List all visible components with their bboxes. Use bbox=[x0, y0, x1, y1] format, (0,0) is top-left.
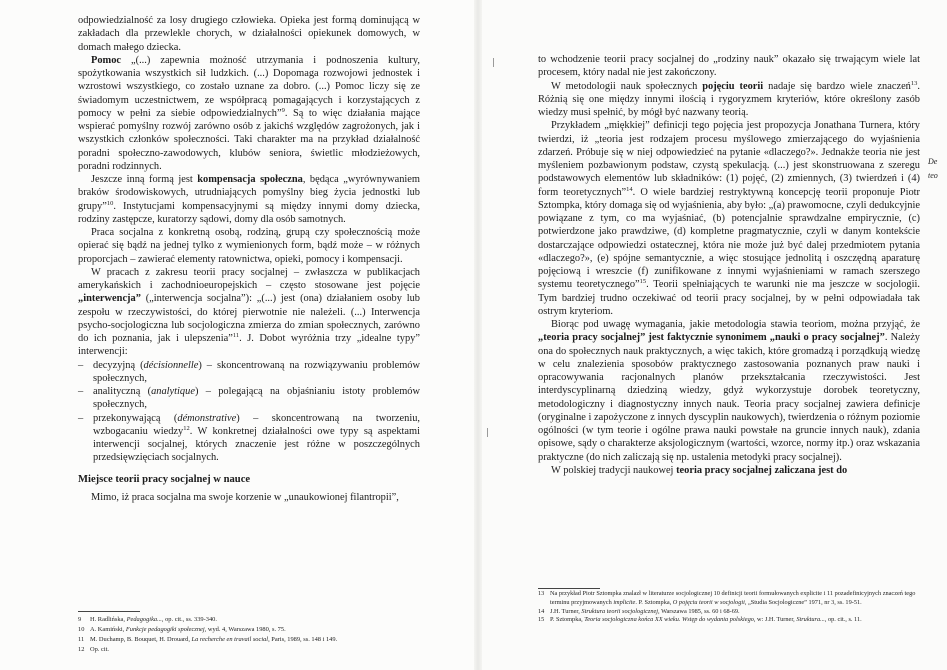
scan-mark bbox=[487, 428, 488, 437]
footnote-rule bbox=[538, 588, 600, 589]
footnote-rule bbox=[78, 611, 140, 612]
list-item: – przekonywającą (démonstrative) – skoncentrowaną na tworzeniu, wzbogacaniu wiedzy$^{12}$. W konkretnej działalności owe typy są aspektami interwencji socjalnej, których znaczenie jest różne w poszczególnych przedsięwzięciach socjalnych. bbox=[78, 412, 420, 465]
paragraph: Mimo, iż praca socjalna ma swoje korzenie w „unaukowionej filantropii”, bbox=[91, 491, 399, 503]
intervention-types-list bbox=[78, 359, 420, 465]
left-footnotes bbox=[78, 615, 420, 655]
right-page-body bbox=[538, 53, 920, 477]
paragraph: W polskiej tradycji naukowej teoria pracy socjalnej zaliczana jest do bbox=[551, 464, 848, 476]
footnote: 9 H. Radlińska, Pedagogika..., op. cit., ss. 339-340. bbox=[78, 616, 217, 623]
paragraph: Praca socjalna z konkretną osobą, rodziną, grupą czy społecznością może opierać się bądź na jednej tylko z wymienionych form, bądź może – w różnych proporcjach – zawierać elementy ratownictwa, opieki, pomocy i kompensacji. bbox=[78, 227, 420, 265]
footnote: 15 P. Sztompka, Teoria socjologiczna końca XX wieku. Wstęp do wydania polskiego, w: J.H. Turner, Struktura..., op. cit., s. 11. bbox=[538, 616, 862, 624]
paragraph: odpowiedzialność za losy drugiego człowieka. Opieka jest formą dominującą w zakładach dla przewlekle chorych, w działalności opiekunek domowych, w domach małego dziecka. bbox=[78, 15, 420, 53]
right-footnotes bbox=[538, 590, 920, 625]
scan-mark bbox=[493, 58, 494, 67]
section-heading: Miejsce teorii pracy socjalnej w nauce bbox=[78, 473, 251, 485]
list-item: – analityczną (analytique) – polegającą na objaśnianiu istoty problemów społecznych, bbox=[78, 385, 420, 412]
footnote: 12 Op. cit. bbox=[78, 646, 109, 653]
footnote: 14 J.H. Turner, Struktura teorii socjologicznej, Warszawa 1985, ss. 60 i 68-69. bbox=[538, 607, 740, 615]
paragraph: Biorąc pod uwagę wymagania, jakie metodologia stawia teoriom, można przyjąć, że „teoria pracy socjalnej” jest faktycznie synonimem „nauki o pracy socjalnej”. Należy ona do społecznych nauk praktycznych, a więc takich, które gromadzą i porządkują wiedzę w celu znalezienia sposobów praktycznego zastosowania poznanych praw nauki i opracowywania racjonalnych planów przekształcania rzeczywistości. Jest interdyscyplinarną dziedziną wiedzy, gdyż wykorzystuje dorobek teoretyczny, metodologiczny i diagnostyczny innych nauk. Teoria pracy socjalnej zawiera definicje (oryginalne i zapożyczone z innych dyscyplin naukowych), twierdzenia o różnym poziomie ogólności (w tym teorie i ogólne prawa nauki powstałe na gruncie innych nauk), zdania opisowe, sądy o charakterze aksjologicznym (wartości, wzorce, normy itp.) oraz wskazania praktyczne (do nich zaliczają się np. ustalenia metodyki pracy socjalnej). bbox=[538, 319, 920, 463]
list-item: – decyzyjną (décisionnelle) – skoncentrowaną na rozwiązywaniu problemów społecznych, bbox=[78, 359, 420, 386]
footnote: 13 Na przykład Piotr Sztompka znalazł w literaturze socjologicznej 10 definicji teorii formułowanych explicite i 11 pozadefinicyjnych znaczeń tego terminu przyjmowanych implicite. P. Sztompka, O pojęciu teorii w socjologii, „Studia Socjologiczne” 1971, nr 3, ss. 19-51. bbox=[538, 590, 916, 606]
paragraph: W metodologii nauk społecznych pojęciu teorii nadaje się bardzo wiele znaczeń$^{13}$. Różnią się one między innymi ilością i rygoryzmem kryteriów, które określony zasób wiedzy musi spełnić, by mógł być nazwany teorią. bbox=[538, 79, 920, 118]
margin-note: De teo bbox=[928, 157, 938, 180]
book-gutter bbox=[474, 0, 482, 670]
paragraph: Jeszcze inną formą jest kompensacja społeczna, będąca „wyrównywaniem braków środowiskowych, utrudniających pomyślny bieg życia jednostki lub grupy”$^{10}$. Instytucjami kompensacyjnymi są między innymi domy dziecka, rodziny zastępcze, kuratorzy sądowi, domy dla osób samotnych. bbox=[78, 174, 420, 225]
paragraph: to wchodzenie teorii pracy socjalnej do „rodziny nauk” okazało się trwającym wiele lat procesem, który nadal nie jest zakończony. bbox=[538, 54, 920, 79]
paragraph: Pomoc „(...) zapewnia możność utrzymania i podnoszenia kultury, spożytkowania wszystkich sił ludzkich. (...) Dopomaga rozwojowi jednostek i wzrostowi wszystkiego, co zostało uznane za dobro. (...) Pomoc liczy się ze świadomym uczestnictwem, ze współpracą pomagających i korzystających z pomocy w pełni za siebie odpowiedzialnych”$^9$. Są to więc działania mające wspierać pomyślny rozwój zarówno osób z jakichś względów zagrożonych, jak i wszystkich członków społeczności. Taki charakter ma na przykład działalność poradni społeczno-zawodowych, klubów seniora, świetlic młodzieżowych, poradni rodzinnych. bbox=[78, 54, 420, 172]
paragraph: Przykładem „miękkiej” definicji tego pojęcia jest propozycja Jonathana Turnera, który twierdzi, iż „teoria jest rodzajem procesu myślowego zmierzającego do wyjaśnienia zdarzeń. Próbuje się w niej odpowiedzieć na pytanie «dlaczego?». Jednakże teoria nie jest myśleniem pozbawionym podstaw, czystą spekulacją. (...) jest skonstruowana z szeregu podstawowych elementów lub składników: (1) pojęć, (2) zmiennych, (3) twierdzeń i (4) form teoretycznych”$^{14}$. O wiele bardziej restryktywną koncepcję teorii proponuje Piotr Sztompka, który domaga się od wyjaśnienia, aby było: „(a) prawomocne, czyli dedukcyjnie powiązane z tym, co ma wyjaśniać, (b) potencjalnie sprawdzalne empirycznie, (c) potwierdzone jako prawdziwe, (d) kompletne pragmatycznie, czyli w danym kontekście dostarczające odpowiedzi ostatecznej, która nie może już być dalej przedmiotem pytania «dlaczego?», (e) spójne semantycznie, a więc stosujące jednolitą i oszczędną aparaturę pojęciową i wreszcie (f) zunifikowane z innymi wyjaśnieniami w ramach szerszego systemu teoretycznego”$^{15}$. Teorii spełniających te warunki nie ma jeszcze w socjologii. Tym bardziej trudno oczekiwać od teorii pracy socjalnej, by w pełni odpowiadała tak ostrym kryteriom. bbox=[538, 120, 920, 317]
left-page-body bbox=[78, 14, 420, 504]
footnote: 11 M. Duchamp, B. Bouquet, H. Drouard, La recherche en travail social, Paris, 1989, ss. 148 i 149. bbox=[78, 636, 338, 643]
paragraph: W pracach z zakresu teorii pracy socjalnej – zwłaszcza w publikacjach amerykańskich i zachodnioeuropejskich – często stosowane jest pojęcie „interwencja” („interwencja socjalna”): „(...) jest (ona) działaniem osoby lub zespołu w rzeczywistości, do której pierwotnie nie należeli. (...) Interwencja psycho-socjologiczna lub socjologiczna zmierza do zmian społecznych, zarówno do ich poznania, jak i ulepszenia”$^{11}$. J. Dobot wyróżnia trzy „idealne typy” interwencji: bbox=[78, 266, 420, 358]
footnote: 10 A. Kamiński, Funkcje pedagogiki społecznej, wyd. 4, Warszawa 1980, s. 75. bbox=[78, 626, 286, 633]
